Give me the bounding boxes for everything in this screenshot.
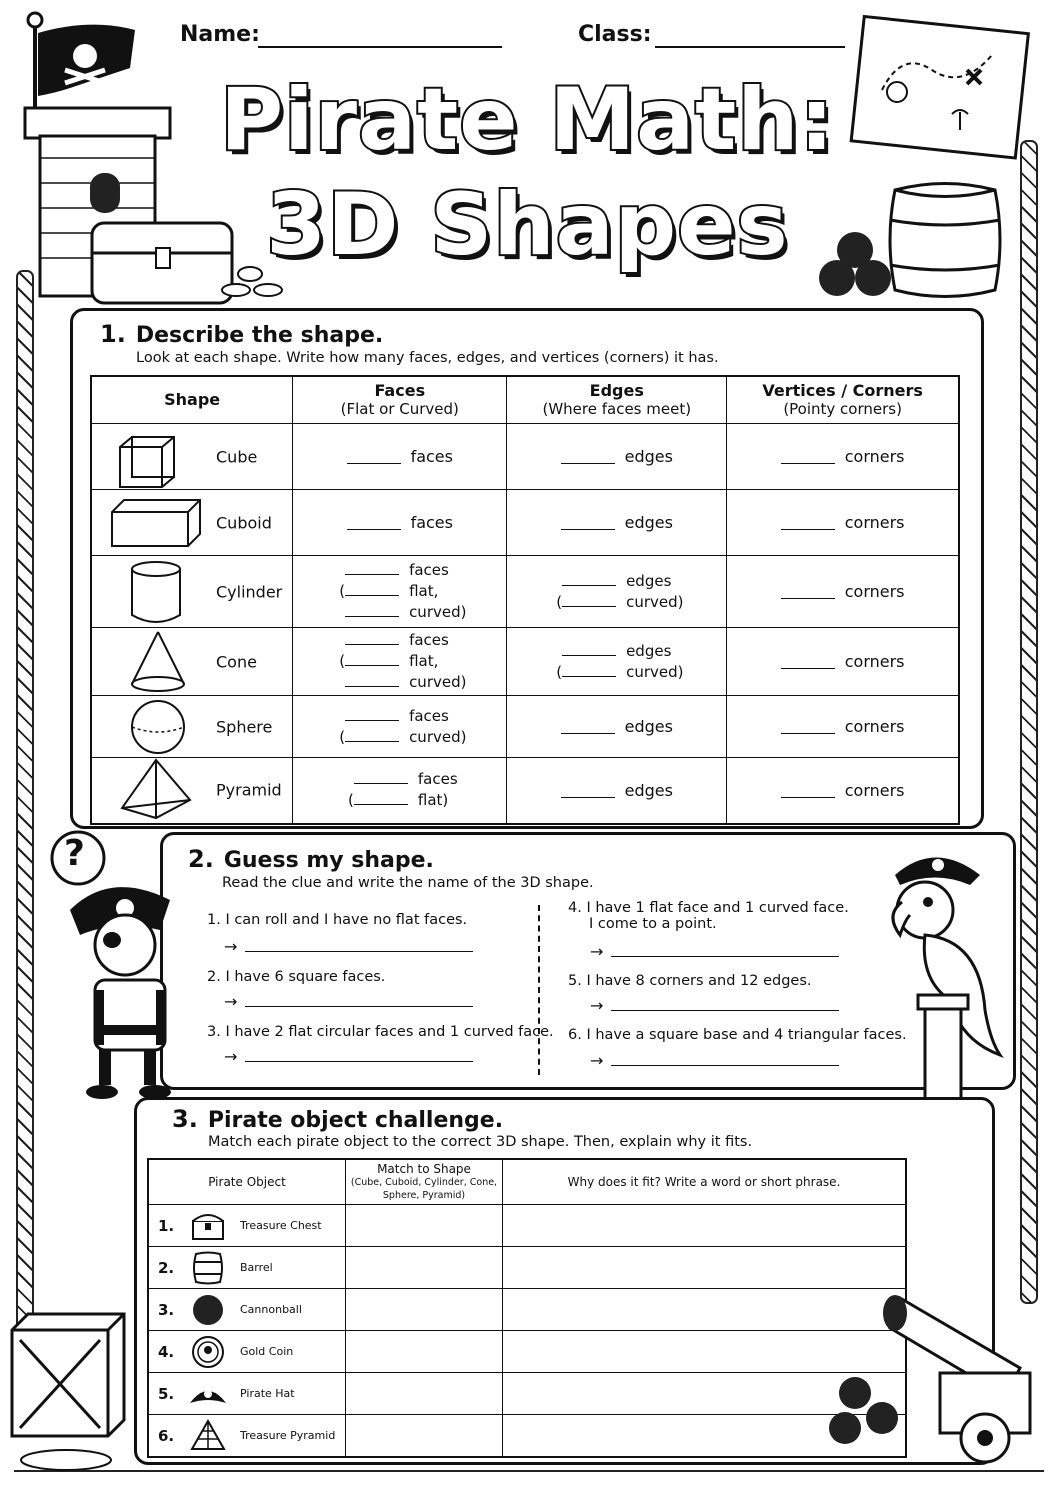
faces-label: faces <box>410 513 453 532</box>
edges-label: edges <box>624 780 673 800</box>
table-row-cuboid <box>91 490 959 556</box>
faces-label: faces <box>410 447 453 466</box>
shape-name: Cube <box>216 447 258 466</box>
match-shape-cell[interactable] <box>346 1205 503 1247</box>
section-1-instructions: Look at each shape. Write how many faces, edges, and vertices (corners) it has. <box>136 350 719 366</box>
flat-faces-blank[interactable] <box>345 581 399 596</box>
pirate-hat-icon <box>188 1379 228 1409</box>
curved-faces-blank[interactable] <box>345 672 399 687</box>
pirate-object-table <box>147 1158 907 1458</box>
corners-answer-blank[interactable] <box>781 584 835 599</box>
section-3-instructions: Match each pirate object to the correct 3D shape. Then, explain why it fits. <box>208 1134 753 1150</box>
flat-label: flat) <box>417 791 449 810</box>
cuboid-icon <box>108 496 208 550</box>
section-3-title: Pirate object challenge. <box>207 1108 504 1133</box>
col-faces-header: Faces (Flat or Curved) <box>293 376 507 424</box>
match-shape-cell[interactable] <box>346 1331 503 1373</box>
faces-label: faces <box>409 561 449 579</box>
class-label: Class: <box>578 22 652 47</box>
col-vertices-header: Vertices / Corners (Pointy corners) <box>727 376 959 424</box>
shape-properties-table <box>90 375 960 825</box>
clue-5: 5. I have 8 corners and 12 edges. <box>568 973 812 989</box>
cube-icon <box>110 425 180 489</box>
table-row-cylinder: Cylinder faces ( flat, curved) edges ( curved) corners <box>91 556 959 628</box>
faces-answer-blank[interactable] <box>347 449 401 464</box>
answer-line-4[interactable] <box>590 942 839 961</box>
match-shape-cell[interactable] <box>346 1373 503 1415</box>
table-row: 5. Pirate Hat <box>148 1373 906 1415</box>
faces-answer-blank[interactable] <box>347 515 401 530</box>
class-field[interactable] <box>655 46 845 48</box>
clue-1: 1. I can roll and I have no flat faces. <box>207 912 468 928</box>
corners-label: corners <box>844 717 905 736</box>
table-row-cube <box>91 424 959 490</box>
parrot-illustration <box>880 840 1010 1100</box>
title-line-1: Pirate Math: <box>220 70 835 170</box>
corners-answer-blank[interactable] <box>781 449 835 464</box>
name-label: Name: <box>180 22 260 47</box>
edges-label: edges <box>626 641 672 660</box>
edges-label: edges <box>624 513 673 532</box>
section-1-number: 1. <box>100 320 126 348</box>
table-row-sphere: Sphere faces ( curved) edges corners <box>91 696 959 758</box>
table-row: 4. Gold Coin <box>148 1331 906 1373</box>
curved-edges-blank[interactable] <box>562 592 616 607</box>
answer-line-5[interactable] <box>590 996 839 1015</box>
corners-answer-blank[interactable] <box>781 719 835 734</box>
section-2-heading <box>188 845 434 873</box>
shape-name: Cuboid <box>216 513 272 532</box>
corners-label: corners <box>844 582 905 601</box>
corners-answer-blank[interactable] <box>781 654 835 669</box>
answer-line-3[interactable] <box>224 1047 473 1066</box>
curved-label: curved) <box>409 727 467 746</box>
flat-faces-blank[interactable] <box>354 790 408 805</box>
clue-2: 2. I have 6 square faces. <box>207 969 386 985</box>
curved-edges-blank[interactable] <box>562 662 616 677</box>
shape-name: Pyramid <box>216 780 282 800</box>
corners-label: corners <box>844 652 905 671</box>
pyramid-icon <box>118 758 198 822</box>
faces-label: faces <box>417 770 458 789</box>
right-rope-border <box>1020 140 1038 1304</box>
flat-label: flat, <box>409 582 439 600</box>
arrow-icon: → <box>224 1047 238 1066</box>
table-row: 2. Barrel <box>148 1247 906 1289</box>
edges-answer-blank[interactable] <box>561 719 615 734</box>
answer-line-2[interactable] <box>224 992 473 1011</box>
table-row: 1. Treasure Chest <box>148 1205 906 1247</box>
curved-faces-blank[interactable] <box>345 727 399 742</box>
clue-4: 4. I have 1 flat face and 1 curved face. I come to a point. <box>568 900 849 932</box>
corners-answer-blank[interactable] <box>781 783 835 798</box>
question-mark-icon: ? <box>64 833 85 874</box>
edges-answer-blank[interactable] <box>561 515 615 530</box>
cannon-illustration <box>820 1278 1050 1473</box>
faces-label: faces <box>409 631 449 649</box>
match-shape-cell[interactable] <box>346 1415 503 1458</box>
section-2-title: Guess my shape. <box>223 848 434 873</box>
section-3-heading <box>172 1105 503 1133</box>
curved-label: curved) <box>626 592 684 611</box>
faces-label: faces <box>409 706 449 725</box>
section-2-instructions: Read the clue and write the name of the 3D shape. <box>222 875 594 891</box>
title-line-2: 3D Shapes <box>266 175 789 275</box>
edges-label: edges <box>624 717 673 736</box>
corners-answer-blank[interactable] <box>781 515 835 530</box>
answer-line-6[interactable] <box>590 1051 839 1070</box>
flat-label: flat, <box>409 652 439 670</box>
col-match-header: Match to Shape (Cube, Cuboid, Cylinder, Cone, Sphere, Pyramid) <box>346 1159 503 1205</box>
left-rope-border <box>16 270 34 1334</box>
edges-answer-blank[interactable] <box>561 783 615 798</box>
table-row-pyramid: Pyramid faces ( flat) edges corners <box>91 758 959 824</box>
section-1-heading <box>100 320 383 348</box>
wooden-crate-illustration <box>6 1310 131 1480</box>
clue-6: 6. I have a square base and 4 triangular faces. <box>568 1027 907 1043</box>
col-why-header: Why does it fit? Write a word or short phrase. <box>503 1159 907 1205</box>
cylinder-icon <box>130 559 200 625</box>
arrow-icon: → <box>224 937 238 956</box>
section-1-title: Describe the shape. <box>135 323 384 348</box>
arrow-icon: → <box>590 996 604 1015</box>
col-edges-header: Edges (Where faces meet) <box>507 376 727 424</box>
section-3-number: 3. <box>172 1105 198 1133</box>
col-object-header: Pirate Object <box>148 1159 346 1205</box>
name-field[interactable] <box>258 46 502 48</box>
arrow-icon: → <box>590 1051 604 1070</box>
clue-divider <box>538 905 540 1075</box>
cone-icon <box>128 630 198 694</box>
shape-name: Cone <box>216 652 257 671</box>
corners-label: corners <box>844 780 905 800</box>
arrow-icon: → <box>590 942 604 961</box>
match-shape-cell[interactable] <box>346 1247 503 1289</box>
why-cell[interactable] <box>503 1205 907 1247</box>
arrow-icon: → <box>224 992 238 1011</box>
col-shape-header: Shape <box>91 376 293 424</box>
curved-label: curved) <box>409 603 467 621</box>
match-shape-cell[interactable] <box>346 1289 503 1331</box>
edges-answer-blank[interactable] <box>562 641 616 656</box>
answer-line-1[interactable] <box>224 937 473 956</box>
curved-label: curved) <box>626 662 684 681</box>
flat-faces-blank[interactable] <box>345 651 399 666</box>
corners-label: corners <box>844 447 905 466</box>
cannonball-icon <box>190 1293 226 1327</box>
edges-label: edges <box>626 571 672 590</box>
curved-label: curved) <box>409 673 467 691</box>
clue-3: 3. I have 2 flat circular faces and 1 curved face. <box>207 1024 554 1040</box>
pirate-boy-illustration <box>40 830 190 1110</box>
shape-name: Sphere <box>216 717 273 736</box>
gold-coin-icon <box>190 1335 226 1369</box>
treasure-chest-icon <box>190 1211 226 1241</box>
curved-faces-blank[interactable] <box>345 602 399 617</box>
barrel-icon <box>190 1251 226 1285</box>
table-row: 6. Treasure Pyramid <box>148 1415 906 1458</box>
edges-answer-blank[interactable] <box>562 571 616 586</box>
table-row: 3. Cannonball <box>148 1289 906 1331</box>
section-2-number: 2. <box>188 845 214 873</box>
corners-label: corners <box>844 513 905 532</box>
sphere-icon <box>128 697 198 757</box>
edges-label: edges <box>624 447 673 466</box>
edges-answer-blank[interactable] <box>561 449 615 464</box>
table-row-cone: Cone faces ( flat, curved) edges ( curved) corners <box>91 628 959 696</box>
treasure-pyramid-icon <box>189 1419 227 1453</box>
shape-name: Cylinder <box>216 582 283 601</box>
